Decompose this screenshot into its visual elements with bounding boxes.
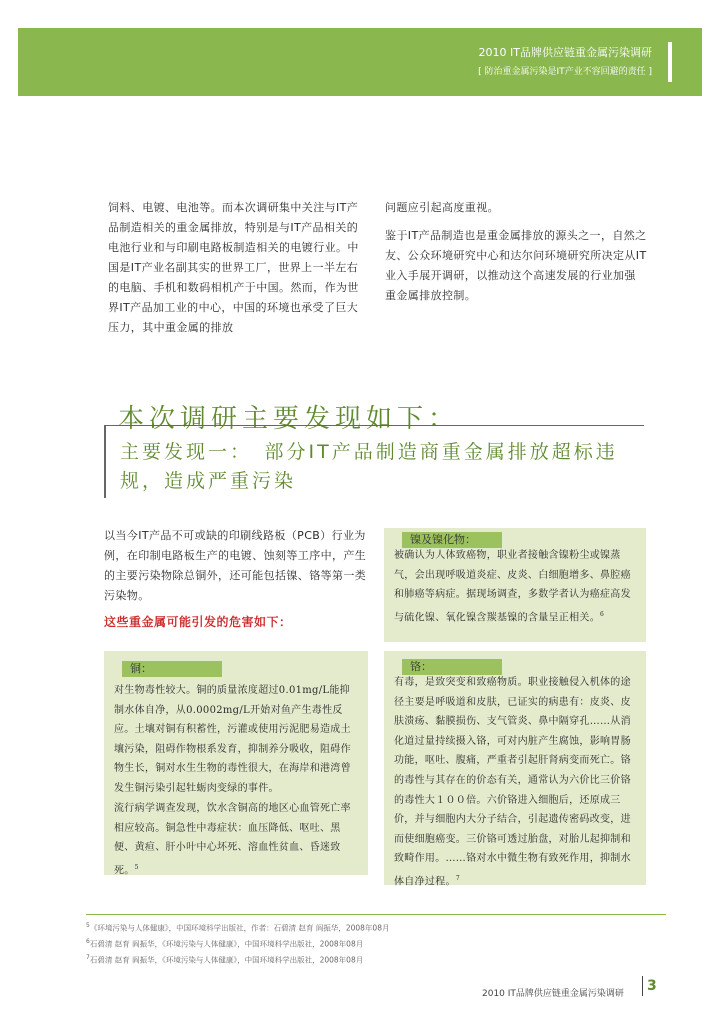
- footnote-6: [86, 938, 363, 950]
- header-title: 2010 IT品牌供应链重金属污染调研: [478, 46, 652, 59]
- nickel-caption: 镍及镍化物：: [402, 532, 502, 548]
- footnote-6-num: 6: [86, 938, 90, 945]
- chromium-text: 有毒，是致突变和致癌物质。职业接触侵入机体的途径主要是呼吸道和皮肤，已证实的病患有：皮炎、皮肤溃疡、黏膜损伤、支气管炎、鼻中隔穿孔……从消化道过量持续摄入铬，可对内脏产生腐蚀，影响胃肠功能，呕吐、腹痛，严重者引起肝肾病变而死亡。铬的毒性与其存在的价态有关，通常认为六价比三价铬的毒性大１００倍。六价铬进入细胞后，还原成三价，并与细胞内大分子结合，引起遗传密码改变，进而使细胞癌变。三价铬可透过胎盘，对胎儿起抑制和致畸作用。……铬对水中微生物有致死作用，抑制水体自净过程。: [394, 677, 631, 888]
- footnote-5: [86, 922, 389, 934]
- chromium-box: [384, 651, 646, 888]
- footnote-rule: [86, 914, 666, 915]
- footnote-7-num: 7: [86, 954, 90, 961]
- intro-right-paragraph-2: 鉴于IT产品制造也是重金属排放的源头之一，自然之友、公众环境研究中心和达尔问环境研究所决定从IT业入手展开调研，以推动这个高速发展的行业加强重金属排放控制。: [385, 229, 647, 302]
- nickel-footnote-ref: 6: [600, 610, 605, 618]
- section-title: 本次调研主要发现如下：: [118, 404, 460, 434]
- chromium-footnote-ref: 7: [455, 874, 460, 882]
- nickel-text: 被确认为人体致癌物，职业者接触含镍粉尘或镍蒸气，会出现呼吸道炎症、皮炎、白细胞增多、鼻腔癌和肺癌等病症。据现场调查，多数学者认为癌症高发与硫化镍、氧化镍含羰基镍的含量呈正相关。: [394, 550, 631, 624]
- copper-caption: 铜：: [122, 661, 222, 677]
- copper-footnote-ref: 5: [134, 863, 139, 871]
- copper-box: [104, 651, 368, 875]
- finding-one-heading: 主要发现一： 部分IT产品制造商重金属排放超标违规，造成严重污染: [120, 441, 618, 492]
- footnote-6-text: 石碧清 赵育 阎振华，《环境污染与人体健康》，中国环境科学出版社，2008年08月: [89, 939, 364, 949]
- header-divider: [668, 42, 672, 82]
- chromium-caption: 铬：: [402, 659, 502, 675]
- pcb-paragraph: 以当今IT产品不可或缺的印刷线路板（PCB）行业为例，在印制电路板生产的电镀、蚀刻等工序中，产生的主要污染物除总铜外，还可能包括镍、铬等第一类污染物。: [104, 529, 367, 602]
- page-number: 3: [647, 978, 657, 994]
- footer-divider: [642, 976, 643, 996]
- footnote-5-text: 《环境污染与人体健康》，中国环境科学出版社，作者：石碧清 赵育 阎振华，2008年08月: [89, 923, 390, 933]
- header-band: [18, 28, 702, 96]
- footnote-7-text: 石碧清 赵育 阎振华，《环境污染与人体健康》，中国环境科学出版社，2008年08月: [89, 955, 364, 965]
- intro-right-paragraph-1: 问题应引起高度重视。: [385, 201, 499, 214]
- footnote-7: [86, 954, 363, 966]
- copper-text-1: 对生物毒性较大。铜的质量浓度超过0.01mg/L能抑制水体自净，从0.0002mg/L开始对鱼产生毒性反应。土壤对铜有积蓄性，污灌或使用污泥肥易造成土壤污染，阻碍作物根系发育，抑制养分吸收，阻碍作物生长，铜对水生生物的毒性很大，在海岸和港湾曾发生铜污染引起牡蛎肉变绿的事件。: [114, 685, 351, 794]
- footnote-5-num: 5: [86, 922, 90, 929]
- footer-title: 2010 IT品牌供应链重金属污染调研: [482, 989, 624, 999]
- nickel-box: [384, 528, 646, 642]
- copper-text-2: 流行病学调查发现，饮水含铜高的地区心血管死亡率相应较高。铜急性中毒症状：血压降低、呕吐、黑便、黄疸、肝小叶中心坏死、溶血性贫血、昏迷致死。: [114, 803, 351, 877]
- header-subtitle: [ 防治重金属污染是IT产业不容回避的责任 ]: [478, 67, 652, 77]
- hazard-heading: 这些重金属可能引发的危害如下：: [104, 615, 292, 629]
- intro-left-paragraph: 饲料、电镀、电池等。而本次调研集中关注与IT产品制造相关的重金属排放，特别是与IT产品相关的电池行业和与印刷电路板制造相关的电镀行业。中国是IT产业名副其实的世界工厂，世界上一半左右的电脑、手机和数码相机产于中国。然而，作为世界IT产品加工业的中心，中国的环境也承受了巨大压力，其中重金属的排放: [108, 201, 359, 334]
